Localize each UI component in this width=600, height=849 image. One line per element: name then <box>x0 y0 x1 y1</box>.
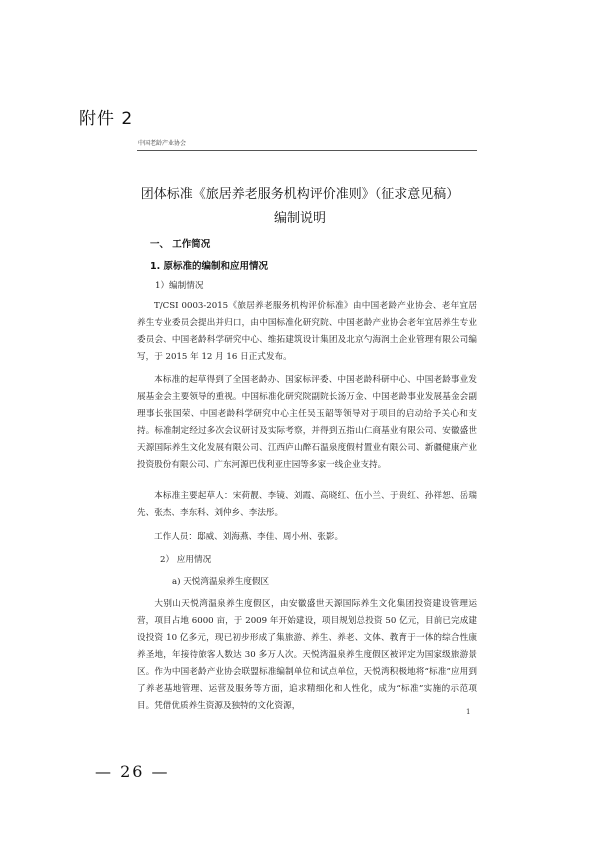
paragraph-5 <box>137 596 477 715</box>
paragraph-1 <box>137 298 477 366</box>
paragraph-1-text: T/CSI 0003-2015《旅居养老服务机构评价标准》由中国老龄产业协会、老年宜居养生专业委员会提出并归口，由中国标准化研究院、中国老龄产业协会老年宜居养生专业委员会、中国老龄科学研究中心、维拓建筑设计集团及北京勺海润土企业管理有限公司编写，于 2015 年 12 月 16 日正式发布。 <box>137 301 477 362</box>
inner-page-number: 1 <box>466 708 471 716</box>
attachment-label: 附件 2 <box>79 109 134 129</box>
item-label-application: 2） 应用情况 <box>160 555 212 565</box>
subsection-heading: 1. 原标准的编制和应用情况 <box>150 261 269 272</box>
paragraph-2-text: 本标准的起草得到了全国老龄办、国家标评委、中国老龄科研中心、中国老龄事业发展基金会主要领导的重视。中国标准化研究院副院长汤万金、中国老龄事业发展基金会副理事长张国荣、中国老龄科学研究中心主任吴玉韶等领导对于项目的启动给予关心和支持。标准制定经过多次会议研讨及实际考察，并得到五指山仁商基业有限公司、安徽盛世天源国际养生文化发展有限公司、江西庐山醉石温泉度假村置业有限公司、新疆健康产业投资股份有限公司、广东河源巴伐利亚庄园等多家一线企业支持。 <box>137 375 477 470</box>
paragraph-3-text: 本标准主要起草人：宋荷靓、李镜、刘霞、高晓红、伍小兰、于贵红、孙祥恕、岳瑞先、张杰、李东科、刘仲乡、李法彤。 <box>137 491 477 518</box>
document-subtitle: 编制说明 <box>273 211 326 226</box>
paragraph-5-text: 大别山天悦湾温泉养生度假区，由安徽盛世天源国际养生文化集团投资建设管理运营，项目占地 6000 亩，于 2009 年开始建设，项目规划总投资 50 亿元，目前已完成建设投资 10 亿多元，现已初步形成了集旅游、养生、养老、文体、教育于一体的综合性康养圣地，年接待旅客人数达 30 多万人次。天悦湾温泉养生度假区被评定为国家级旅游景区。作为中国老龄产业协会联盟标准编制单位和试点单位，天悦湾积极地将“标准”应用到了养老基地管理、运营及服务等方面，追求精细化和人性化，成为“标准”实施的示范项目。凭借优质养生资源及独特的文化资源， <box>137 599 477 711</box>
item-label-tianyuewan: a) 天悦湾温泉养生度假区 <box>172 577 270 587</box>
footer-page-number: — 26 — <box>95 762 170 781</box>
paragraph-2 <box>137 372 477 474</box>
paragraph-4 <box>137 529 477 546</box>
section-heading: 一、 工作简况 <box>150 239 211 250</box>
document-title: 团体标准《旅居养老服务机构评价准则》（征求意见稿） <box>140 187 460 202</box>
header-rule <box>137 150 477 151</box>
paragraph-4-text: 工作人员：邸威、刘海燕、李佳、周小州、张影。 <box>154 532 344 542</box>
header-org: 中国老龄产业协会 <box>138 140 187 147</box>
item-label-compile: 1）编制情况 <box>155 281 204 291</box>
paragraph-3 <box>137 488 477 522</box>
